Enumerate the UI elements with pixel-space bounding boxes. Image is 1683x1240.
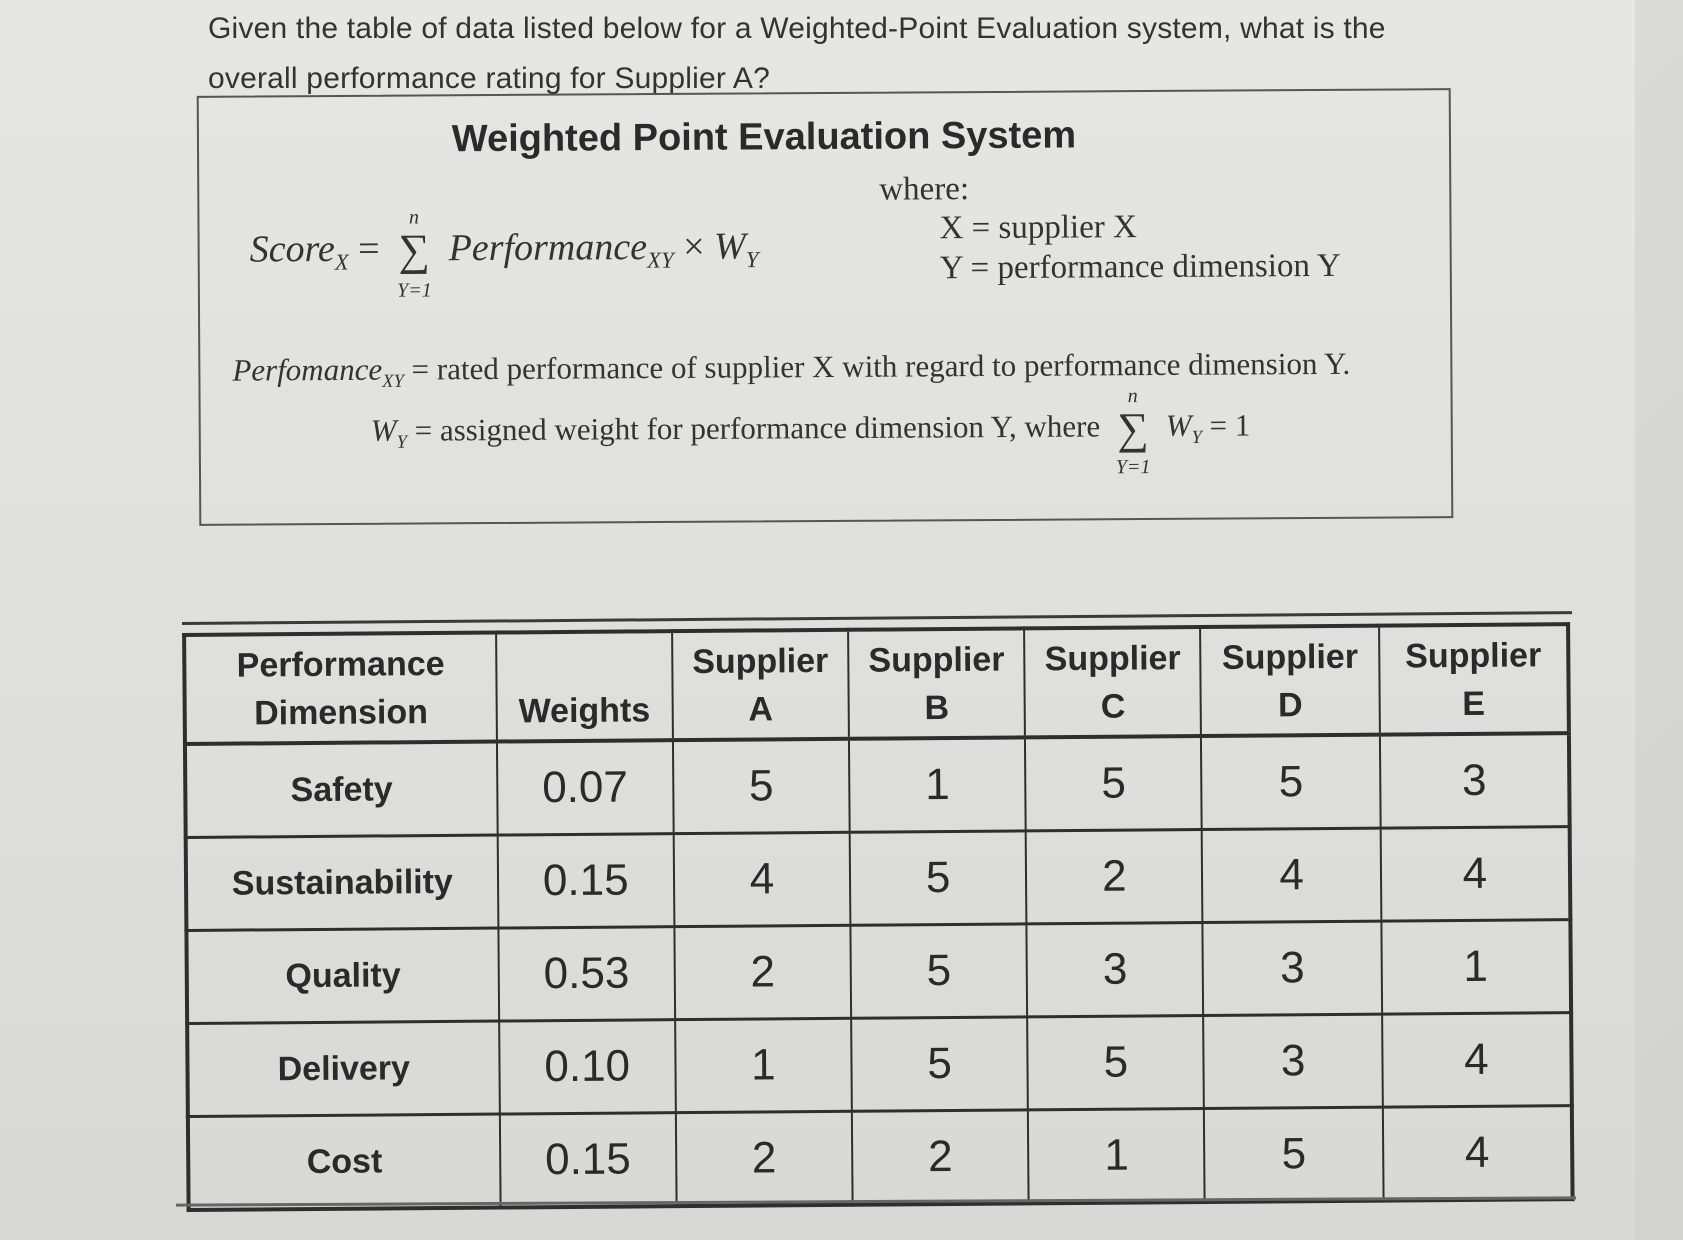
cell-weight: 0.53 [498,927,675,1021]
cell-supplier-d: 5 [1201,735,1380,830]
equals-sign: = [358,227,380,270]
score-equation [249,206,759,302]
variable-definitions [939,206,1341,288]
summation-symbol: n ∑ Y=1 [397,206,432,302]
header-supplier-a: Supplier A [672,630,849,740]
cell-weight: 0.15 [499,1113,676,1208]
cell-supplier-d: 5 [1204,1107,1383,1202]
cell-supplier-a: 2 [676,1111,853,1206]
cell-supplier-b: 5 [850,924,1027,1018]
cell-dimension: Cost [188,1114,500,1210]
cell-supplier-c: 2 [1026,829,1203,923]
cell-supplier-d: 3 [1204,1014,1383,1108]
cell-dimension: Safety [185,742,497,838]
cell-dimension: Sustainability [186,835,498,930]
header-supplier-b: Supplier B [848,628,1025,738]
cell-supplier-a: 5 [673,739,850,834]
question-line-2: overall performance rating for Supplier A? [208,62,771,95]
formula-box [197,88,1454,526]
cell-supplier-b: 1 [849,737,1026,832]
cell-supplier-b: 5 [850,831,1027,925]
cell-dimension: Delivery [187,1021,499,1116]
table-row [187,1013,1572,1117]
cell-supplier-e: 4 [1380,827,1570,921]
cell-dimension: Quality [186,928,498,1023]
header-weights: Weights [496,631,673,741]
table-row [188,1106,1573,1210]
evaluation-table-container [182,611,1577,1212]
cell-supplier-d: 4 [1202,828,1381,922]
cell-supplier-b: 5 [851,1017,1028,1111]
performance-definition: Perfomance$_{XY}$ = rated performance of supplier X with regard to performance dimension Y. [232,345,1351,392]
cell-supplier-a: 1 [675,1018,852,1112]
times-sign: × [683,225,705,268]
table-row [186,827,1571,931]
table-row [185,733,1570,837]
where-label: where: [879,171,970,208]
evaluation-table [182,622,1575,1212]
cell-weight: 0.10 [499,1020,676,1114]
table-row [186,920,1571,1024]
cell-supplier-d: 3 [1203,921,1382,1015]
cell-supplier-a: 4 [674,832,851,926]
cell-supplier-c: 1 [1028,1108,1205,1203]
cell-supplier-e: 4 [1383,1106,1573,1201]
summation-symbol: n ∑ Y=1 [1115,385,1151,479]
header-dimension: Performance Dimension [184,633,496,744]
cell-supplier-e: 1 [1381,920,1571,1014]
formula-title: Weighted Point Evaluation System [451,114,1077,161]
performance-term: Performance$_{XY}$ [448,226,674,273]
score-term: Score$_X$ [249,227,349,275]
header-supplier-d: Supplier D [1201,626,1380,736]
def-y: Y = performance dimension Y [939,247,1341,287]
cell-weight: 0.15 [497,834,674,928]
table-header-row [184,624,1569,744]
weight-term: $W_Y$ [713,225,759,273]
cell-supplier-c: 5 [1027,1015,1204,1109]
cell-weight: 0.07 [497,740,674,835]
header-supplier-e: Supplier E [1379,624,1569,734]
cell-supplier-c: 5 [1025,736,1202,831]
weight-definition: $W_Y$ = assigned weight for performance dimension Y, where n ∑ Y=1 $W_Y = 1$ [370,385,1251,479]
def-x: X = supplier X [939,209,1137,247]
cell-supplier-e: 3 [1380,733,1570,828]
cell-supplier-e: 4 [1382,1013,1572,1107]
cell-supplier-b: 2 [852,1110,1029,1205]
header-supplier-c: Supplier C [1024,627,1201,737]
question-line-1: Given the table of data listed below for a Weighted-Point Evaluation system, what is the [208,12,1386,45]
cell-supplier-c: 3 [1027,922,1204,1016]
cell-supplier-a: 2 [674,925,851,1019]
